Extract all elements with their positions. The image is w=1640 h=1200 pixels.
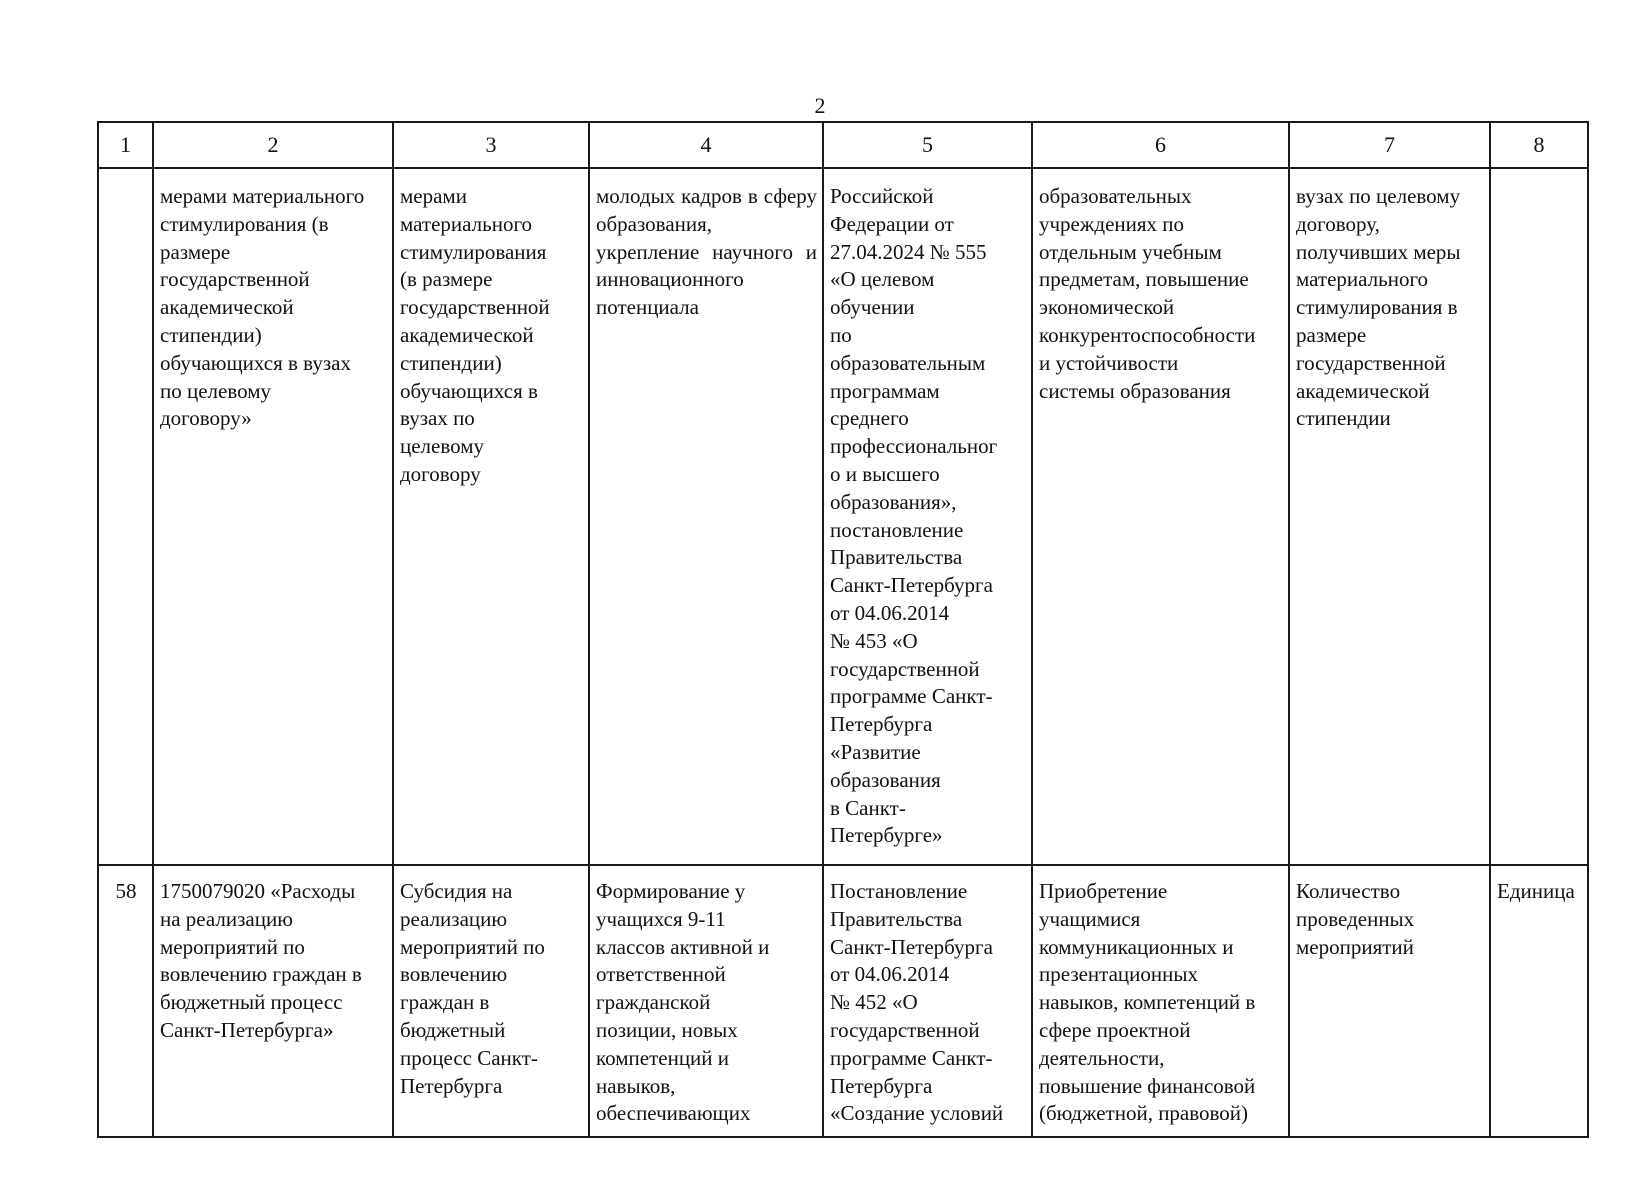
table-row [98, 865, 1588, 1137]
indicator-cell: Количество проведенных мероприятий [1289, 865, 1490, 1137]
header-cell: 8 [1490, 122, 1588, 168]
header-cell: 4 [589, 122, 823, 168]
header-cell: 6 [1032, 122, 1289, 168]
subsidy-name-cell: мерами материального стимулирования (в размере государственной академической стипендии) обучающихся в вузах по целевому договору [393, 168, 589, 865]
unit-cell [1490, 168, 1588, 865]
expense-code-cell: 1750079020 «Расходы на реализацию мероприятий по вовлечению граждан в бюджетный процесс Санкт-Петербурга» [153, 865, 393, 1137]
legal-basis-cell: Постановление Правительства Санкт-Петербурга от 04.06.2014 № 452 «О государственной программе Санкт- Петербурга «Создание условий [823, 865, 1032, 1137]
header-cell: 5 [823, 122, 1032, 168]
header-cell: 7 [1289, 122, 1490, 168]
header-cell: 2 [153, 122, 393, 168]
expense-code-cell: мерами материального стимулирования (в размере государственной академической стипендии) обучающихся в вузах по целевому договору» [153, 168, 393, 865]
header-cell: 1 [98, 122, 153, 168]
legal-basis-cell: Российской Федерации от 27.04.2024 № 555 «О целевом обучении по образовательным программам среднего профессиональног о и высшего образования», постановление Правительства Санкт-Петербурга от 04.06.2014 № 453 «О государственной программе Санкт- Петербурга «Развитие образования в Санкт- Петербурге» [823, 168, 1032, 865]
unit-cell: Единица [1490, 865, 1588, 1137]
result-cell: Приобретение учащимися коммуникационных и презентационных навыков, компетенций в сфере проектной деятельности, повышение финансовой (бюджетной, правовой) [1032, 865, 1289, 1137]
table-row [98, 168, 1588, 865]
document-table [97, 121, 1589, 1138]
page-number: 2 [814, 93, 826, 118]
row-number-cell: 58 [98, 865, 153, 1137]
goal-cell: Формирование у учащихся 9-11 классов активной и ответственной гражданской позиции, новых компетенций и навыков, обеспечивающих [589, 865, 823, 1137]
header-cell: 3 [393, 122, 589, 168]
indicator-cell: вузах по целевому договору, получивших меры материального стимулирования в размере государственной академической стипендии [1289, 168, 1490, 865]
row-number-cell [98, 168, 153, 865]
result-cell: образовательных учреждениях по отдельным учебным предметам, повышение экономической конкурентоспособности и устойчивости системы образования [1032, 168, 1289, 865]
subsidy-name-cell: Субсидия на реализацию мероприятий по вовлечению граждан в бюджетный процесс Санкт- Петербурга [393, 865, 589, 1137]
table-header-row [98, 122, 1588, 168]
goal-cell: молодых кадров в сферу образования, укрепление научного и инновационного потенциала [589, 168, 823, 865]
